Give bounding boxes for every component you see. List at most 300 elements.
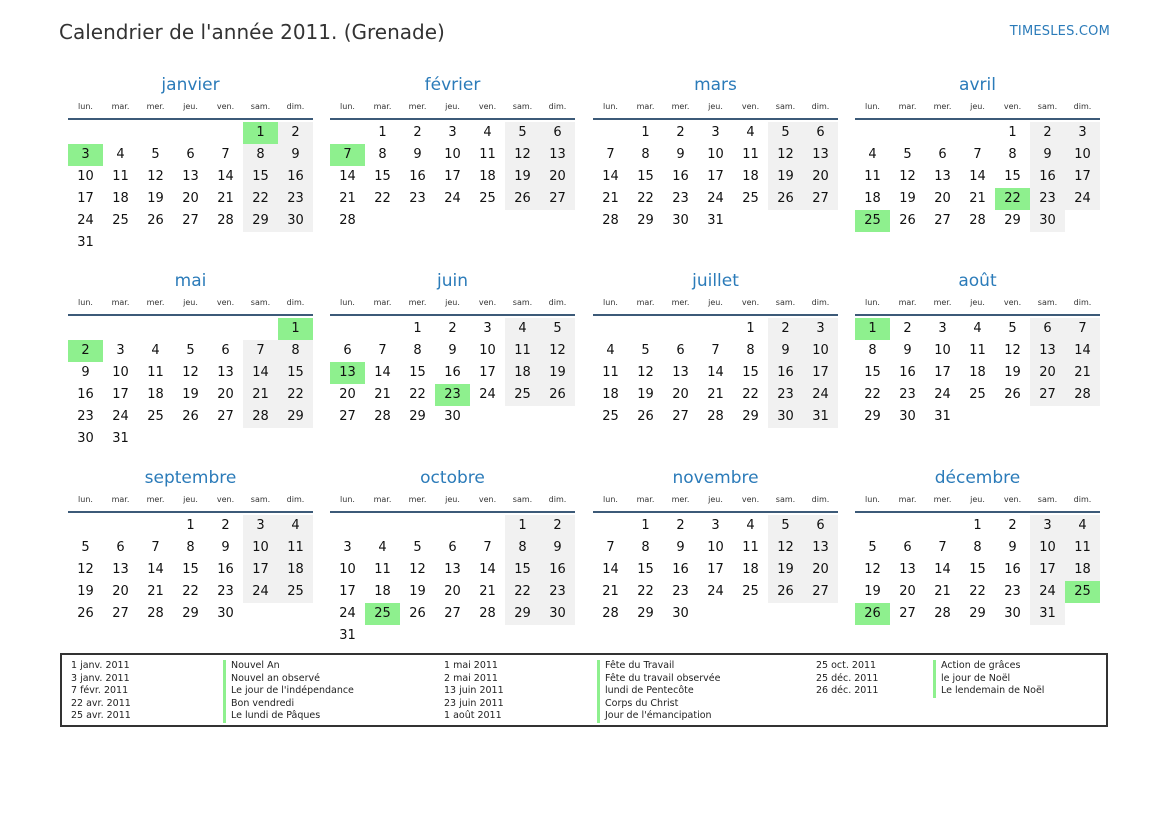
day-cell[interactable]: 22: [243, 188, 278, 210]
day-cell[interactable]: 6: [186, 147, 195, 162]
day-cell[interactable]: 2: [768, 318, 803, 340]
day-cell[interactable]: 18: [505, 362, 540, 384]
day-cell[interactable]: 27: [540, 188, 575, 210]
day-cell[interactable]: 3: [243, 515, 278, 537]
day-cell[interactable]: 19: [768, 166, 803, 188]
day-cell[interactable]: 5: [505, 122, 540, 144]
day-cell[interactable]: 20: [339, 387, 356, 402]
day-cell[interactable]: 13: [934, 169, 951, 184]
day-cell[interactable]: 22: [637, 191, 654, 206]
day-cell[interactable]: 10: [444, 147, 461, 162]
day-cell[interactable]: 24: [707, 191, 724, 206]
day-cell[interactable]: 24: [479, 387, 496, 402]
day-cell[interactable]: 6: [343, 343, 352, 358]
day-cell[interactable]: 5: [768, 122, 803, 144]
day-cell[interactable]: 2: [676, 125, 685, 140]
day-cell[interactable]: 9: [768, 340, 803, 362]
day-cell[interactable]: 3: [803, 318, 838, 340]
day-cell[interactable]: 1: [1008, 125, 1017, 140]
day-cell[interactable]: 2: [540, 515, 575, 537]
holiday-day-cell[interactable]: 25: [1065, 581, 1100, 603]
day-cell[interactable]: 21: [969, 191, 986, 206]
day-cell[interactable]: 23: [672, 584, 689, 599]
day-cell[interactable]: 4: [746, 125, 755, 140]
day-cell[interactable]: 8: [641, 540, 650, 555]
day-cell[interactable]: 18: [112, 191, 129, 206]
day-cell[interactable]: 10: [934, 343, 951, 358]
day-cell[interactable]: 8: [378, 147, 387, 162]
day-cell[interactable]: 20: [444, 584, 461, 599]
day-cell[interactable]: 24: [1030, 581, 1065, 603]
day-cell[interactable]: 23: [1004, 584, 1021, 599]
day-cell[interactable]: 13: [444, 562, 461, 577]
day-cell[interactable]: 20: [934, 191, 951, 206]
day-cell[interactable]: 9: [676, 540, 685, 555]
day-cell[interactable]: 18: [479, 169, 496, 184]
day-cell[interactable]: 5: [186, 343, 195, 358]
day-cell[interactable]: 10: [707, 540, 724, 555]
day-cell[interactable]: 16: [899, 365, 916, 380]
day-cell[interactable]: 29: [505, 603, 540, 625]
day-cell[interactable]: 15: [637, 169, 654, 184]
day-cell[interactable]: 21: [1065, 362, 1100, 384]
day-cell[interactable]: 12: [505, 144, 540, 166]
day-cell[interactable]: 30: [444, 409, 461, 424]
day-cell[interactable]: 10: [1065, 144, 1100, 166]
day-cell[interactable]: 29: [1004, 213, 1021, 228]
day-cell[interactable]: 6: [1030, 318, 1065, 340]
day-cell[interactable]: 24: [339, 606, 356, 621]
day-cell[interactable]: 26: [409, 606, 426, 621]
day-cell[interactable]: 15: [243, 166, 278, 188]
day-cell[interactable]: 27: [899, 606, 916, 621]
day-cell[interactable]: 4: [116, 147, 125, 162]
day-cell[interactable]: 30: [1004, 606, 1021, 621]
day-cell[interactable]: 3: [711, 518, 720, 533]
day-cell[interactable]: 30: [768, 406, 803, 428]
day-cell[interactable]: 9: [81, 365, 90, 380]
day-cell[interactable]: 14: [374, 365, 391, 380]
day-cell[interactable]: 21: [479, 584, 496, 599]
day-cell[interactable]: 16: [444, 365, 461, 380]
day-cell[interactable]: 31: [112, 431, 129, 446]
day-cell[interactable]: 8: [746, 343, 755, 358]
day-cell[interactable]: 31: [707, 213, 724, 228]
day-cell[interactable]: 6: [448, 540, 457, 555]
day-cell[interactable]: 28: [374, 409, 391, 424]
day-cell[interactable]: 8: [973, 540, 982, 555]
day-cell[interactable]: 19: [899, 191, 916, 206]
day-cell[interactable]: 25: [969, 387, 986, 402]
day-cell[interactable]: 20: [1030, 362, 1065, 384]
day-cell[interactable]: 21: [147, 584, 164, 599]
day-cell[interactable]: 17: [339, 584, 356, 599]
day-cell[interactable]: 12: [864, 562, 881, 577]
day-cell[interactable]: 30: [1030, 210, 1065, 232]
day-cell[interactable]: 30: [278, 210, 313, 232]
day-cell[interactable]: 16: [217, 562, 234, 577]
day-cell[interactable]: 22: [278, 384, 313, 406]
day-cell[interactable]: 20: [899, 584, 916, 599]
day-cell[interactable]: 25: [479, 191, 496, 206]
day-cell[interactable]: 26: [1004, 387, 1021, 402]
holiday-day-cell[interactable]: 2: [68, 340, 103, 362]
day-cell[interactable]: 15: [742, 365, 759, 380]
day-cell[interactable]: 25: [742, 191, 759, 206]
day-cell[interactable]: 27: [803, 581, 838, 603]
day-cell[interactable]: 17: [707, 169, 724, 184]
day-cell[interactable]: 16: [409, 169, 426, 184]
day-cell[interactable]: 16: [540, 559, 575, 581]
day-cell[interactable]: 17: [803, 362, 838, 384]
day-cell[interactable]: 27: [672, 409, 689, 424]
day-cell[interactable]: 29: [864, 409, 881, 424]
day-cell[interactable]: 18: [278, 559, 313, 581]
day-cell[interactable]: 5: [768, 515, 803, 537]
day-cell[interactable]: 22: [637, 584, 654, 599]
day-cell[interactable]: 13: [540, 144, 575, 166]
day-cell[interactable]: 18: [602, 387, 619, 402]
day-cell[interactable]: 17: [1065, 166, 1100, 188]
day-cell[interactable]: 15: [637, 562, 654, 577]
day-cell[interactable]: 21: [934, 584, 951, 599]
day-cell[interactable]: 17: [934, 365, 951, 380]
day-cell[interactable]: 22: [409, 387, 426, 402]
day-cell[interactable]: 10: [707, 147, 724, 162]
day-cell[interactable]: 6: [540, 122, 575, 144]
day-cell[interactable]: 1: [973, 518, 982, 533]
day-cell[interactable]: 24: [707, 584, 724, 599]
holiday-day-cell[interactable]: 13: [330, 362, 365, 384]
day-cell[interactable]: 22: [742, 387, 759, 402]
day-cell[interactable]: 18: [742, 562, 759, 577]
day-cell[interactable]: 6: [221, 343, 230, 358]
day-cell[interactable]: 19: [182, 387, 199, 402]
day-cell[interactable]: 3: [711, 125, 720, 140]
day-cell[interactable]: 11: [742, 147, 759, 162]
day-cell[interactable]: 8: [243, 144, 278, 166]
day-cell[interactable]: 29: [409, 409, 426, 424]
day-cell[interactable]: 4: [973, 321, 982, 336]
day-cell[interactable]: 28: [243, 406, 278, 428]
day-cell[interactable]: 11: [505, 340, 540, 362]
day-cell[interactable]: 19: [1004, 365, 1021, 380]
day-cell[interactable]: 4: [483, 125, 492, 140]
day-cell[interactable]: 30: [540, 603, 575, 625]
day-cell[interactable]: 26: [505, 188, 540, 210]
day-cell[interactable]: 10: [112, 365, 129, 380]
day-cell[interactable]: 11: [742, 540, 759, 555]
day-cell[interactable]: 9: [413, 147, 422, 162]
day-cell[interactable]: 16: [672, 169, 689, 184]
day-cell[interactable]: 4: [606, 343, 615, 358]
day-cell[interactable]: 8: [186, 540, 195, 555]
day-cell[interactable]: 8: [641, 147, 650, 162]
day-cell[interactable]: 7: [711, 343, 720, 358]
day-cell[interactable]: 31: [803, 406, 838, 428]
day-cell[interactable]: 24: [934, 387, 951, 402]
day-cell[interactable]: 24: [803, 384, 838, 406]
day-cell[interactable]: 3: [1030, 515, 1065, 537]
day-cell[interactable]: 3: [343, 540, 352, 555]
day-cell[interactable]: 18: [147, 387, 164, 402]
day-cell[interactable]: 21: [707, 387, 724, 402]
day-cell[interactable]: 30: [899, 409, 916, 424]
day-cell[interactable]: 28: [602, 606, 619, 621]
holiday-day-cell[interactable]: 7: [330, 144, 365, 166]
day-cell[interactable]: 14: [602, 169, 619, 184]
day-cell[interactable]: 20: [803, 559, 838, 581]
day-cell[interactable]: 23: [409, 191, 426, 206]
day-cell[interactable]: 2: [278, 122, 313, 144]
day-cell[interactable]: 3: [938, 321, 947, 336]
day-cell[interactable]: 28: [707, 409, 724, 424]
day-cell[interactable]: 18: [864, 191, 881, 206]
holiday-day-cell[interactable]: 26: [855, 603, 890, 625]
day-cell[interactable]: 29: [278, 406, 313, 428]
day-cell[interactable]: 29: [969, 606, 986, 621]
day-cell[interactable]: 27: [182, 213, 199, 228]
day-cell[interactable]: 14: [217, 169, 234, 184]
day-cell[interactable]: 14: [707, 365, 724, 380]
day-cell[interactable]: 24: [444, 191, 461, 206]
day-cell[interactable]: 10: [1030, 537, 1065, 559]
day-cell[interactable]: 4: [1065, 515, 1100, 537]
day-cell[interactable]: 18: [374, 584, 391, 599]
day-cell[interactable]: 8: [1008, 147, 1017, 162]
day-cell[interactable]: 10: [479, 343, 496, 358]
day-cell[interactable]: 25: [742, 584, 759, 599]
day-cell[interactable]: 9: [676, 147, 685, 162]
brand-link[interactable]: TIMESLES.COM: [1009, 24, 1110, 39]
day-cell[interactable]: 13: [1030, 340, 1065, 362]
day-cell[interactable]: 14: [1065, 340, 1100, 362]
day-cell[interactable]: 4: [746, 518, 755, 533]
day-cell[interactable]: 16: [1030, 166, 1065, 188]
day-cell[interactable]: 12: [899, 169, 916, 184]
day-cell[interactable]: 3: [116, 343, 125, 358]
day-cell[interactable]: 26: [768, 188, 803, 210]
day-cell[interactable]: 13: [217, 365, 234, 380]
day-cell[interactable]: 10: [339, 562, 356, 577]
day-cell[interactable]: 25: [112, 213, 129, 228]
day-cell[interactable]: 7: [221, 147, 230, 162]
holiday-day-cell[interactable]: 23: [435, 384, 470, 406]
holiday-day-cell[interactable]: 25: [365, 603, 400, 625]
day-cell[interactable]: 9: [278, 144, 313, 166]
day-cell[interactable]: 16: [278, 166, 313, 188]
day-cell[interactable]: 1: [505, 515, 540, 537]
day-cell[interactable]: 14: [969, 169, 986, 184]
day-cell[interactable]: 27: [1030, 384, 1065, 406]
day-cell[interactable]: 14: [602, 562, 619, 577]
day-cell[interactable]: 2: [903, 321, 912, 336]
day-cell[interactable]: 5: [641, 343, 650, 358]
day-cell[interactable]: 11: [479, 147, 496, 162]
day-cell[interactable]: 21: [602, 191, 619, 206]
day-cell[interactable]: 9: [1008, 540, 1017, 555]
day-cell[interactable]: 14: [147, 562, 164, 577]
day-cell[interactable]: 28: [339, 213, 356, 228]
day-cell[interactable]: 2: [448, 321, 457, 336]
day-cell[interactable]: 18: [742, 169, 759, 184]
day-cell[interactable]: 15: [409, 365, 426, 380]
day-cell[interactable]: 6: [938, 147, 947, 162]
day-cell[interactable]: 6: [116, 540, 125, 555]
day-cell[interactable]: 10: [803, 340, 838, 362]
day-cell[interactable]: 10: [243, 537, 278, 559]
day-cell[interactable]: 2: [413, 125, 422, 140]
day-cell[interactable]: 22: [505, 581, 540, 603]
day-cell[interactable]: 22: [864, 387, 881, 402]
day-cell[interactable]: 25: [147, 409, 164, 424]
day-cell[interactable]: 15: [278, 362, 313, 384]
day-cell[interactable]: 15: [1004, 169, 1021, 184]
day-cell[interactable]: 12: [147, 169, 164, 184]
day-cell[interactable]: 19: [864, 584, 881, 599]
day-cell[interactable]: 31: [934, 409, 951, 424]
day-cell[interactable]: 19: [147, 191, 164, 206]
day-cell[interactable]: 17: [243, 559, 278, 581]
day-cell[interactable]: 3: [1065, 122, 1100, 144]
day-cell[interactable]: 23: [899, 387, 916, 402]
day-cell[interactable]: 11: [602, 365, 619, 380]
day-cell[interactable]: 28: [147, 606, 164, 621]
day-cell[interactable]: 31: [339, 628, 356, 643]
day-cell[interactable]: 23: [217, 584, 234, 599]
day-cell[interactable]: 17: [77, 191, 94, 206]
day-cell[interactable]: 9: [540, 537, 575, 559]
day-cell[interactable]: 14: [243, 362, 278, 384]
day-cell[interactable]: 9: [903, 343, 912, 358]
day-cell[interactable]: 23: [1030, 188, 1065, 210]
day-cell[interactable]: 17: [479, 365, 496, 380]
holiday-day-cell[interactable]: 1: [855, 318, 890, 340]
day-cell[interactable]: 26: [77, 606, 94, 621]
day-cell[interactable]: 15: [182, 562, 199, 577]
day-cell[interactable]: 27: [339, 409, 356, 424]
day-cell[interactable]: 26: [637, 409, 654, 424]
day-cell[interactable]: 7: [483, 540, 492, 555]
day-cell[interactable]: 7: [243, 340, 278, 362]
day-cell[interactable]: 5: [1008, 321, 1017, 336]
day-cell[interactable]: 8: [868, 343, 877, 358]
day-cell[interactable]: 15: [374, 169, 391, 184]
day-cell[interactable]: 30: [217, 606, 234, 621]
day-cell[interactable]: 24: [112, 409, 129, 424]
day-cell[interactable]: 7: [606, 540, 615, 555]
holiday-day-cell[interactable]: 25: [855, 210, 890, 232]
day-cell[interactable]: 27: [803, 188, 838, 210]
day-cell[interactable]: 12: [768, 144, 803, 166]
day-cell[interactable]: 29: [742, 409, 759, 424]
day-cell[interactable]: 12: [77, 562, 94, 577]
day-cell[interactable]: 11: [278, 537, 313, 559]
day-cell[interactable]: 9: [221, 540, 230, 555]
day-cell[interactable]: 12: [637, 365, 654, 380]
day-cell[interactable]: 1: [186, 518, 195, 533]
day-cell[interactable]: 13: [112, 562, 129, 577]
day-cell[interactable]: 9: [448, 343, 457, 358]
day-cell[interactable]: 5: [540, 318, 575, 340]
day-cell[interactable]: 21: [602, 584, 619, 599]
day-cell[interactable]: 4: [868, 147, 877, 162]
day-cell[interactable]: 1: [413, 321, 422, 336]
day-cell[interactable]: 2: [1030, 122, 1065, 144]
day-cell[interactable]: 7: [1065, 318, 1100, 340]
day-cell[interactable]: 12: [182, 365, 199, 380]
day-cell[interactable]: 25: [602, 409, 619, 424]
day-cell[interactable]: 3: [483, 321, 492, 336]
day-cell[interactable]: 26: [540, 384, 575, 406]
day-cell[interactable]: 22: [182, 584, 199, 599]
day-cell[interactable]: 26: [899, 213, 916, 228]
day-cell[interactable]: 12: [1004, 343, 1021, 358]
day-cell[interactable]: 31: [1030, 603, 1065, 625]
day-cell[interactable]: 12: [540, 340, 575, 362]
day-cell[interactable]: 11: [969, 343, 986, 358]
day-cell[interactable]: 23: [768, 384, 803, 406]
day-cell[interactable]: 22: [374, 191, 391, 206]
day-cell[interactable]: 17: [1030, 559, 1065, 581]
day-cell[interactable]: 5: [81, 540, 90, 555]
day-cell[interactable]: 13: [672, 365, 689, 380]
holiday-day-cell[interactable]: 1: [278, 318, 313, 340]
day-cell[interactable]: 29: [637, 213, 654, 228]
day-cell[interactable]: 4: [278, 515, 313, 537]
day-cell[interactable]: 11: [864, 169, 881, 184]
day-cell[interactable]: 29: [637, 606, 654, 621]
day-cell[interactable]: 16: [672, 562, 689, 577]
day-cell[interactable]: 1: [378, 125, 387, 140]
day-cell[interactable]: 27: [444, 606, 461, 621]
day-cell[interactable]: 7: [151, 540, 160, 555]
day-cell[interactable]: 23: [77, 409, 94, 424]
day-cell[interactable]: 21: [374, 387, 391, 402]
day-cell[interactable]: 2: [1008, 518, 1017, 533]
day-cell[interactable]: 8: [278, 340, 313, 362]
day-cell[interactable]: 28: [934, 606, 951, 621]
day-cell[interactable]: 22: [969, 584, 986, 599]
day-cell[interactable]: 25: [278, 581, 313, 603]
day-cell[interactable]: 17: [444, 169, 461, 184]
day-cell[interactable]: 19: [637, 387, 654, 402]
day-cell[interactable]: 11: [147, 365, 164, 380]
day-cell[interactable]: 12: [768, 537, 803, 559]
day-cell[interactable]: 19: [540, 362, 575, 384]
day-cell[interactable]: 23: [278, 188, 313, 210]
day-cell[interactable]: 12: [409, 562, 426, 577]
day-cell[interactable]: 16: [1004, 562, 1021, 577]
day-cell[interactable]: 24: [243, 581, 278, 603]
day-cell[interactable]: 17: [112, 387, 129, 402]
day-cell[interactable]: 6: [803, 122, 838, 144]
day-cell[interactable]: 18: [1065, 559, 1100, 581]
day-cell[interactable]: 3: [448, 125, 457, 140]
day-cell[interactable]: 26: [768, 581, 803, 603]
day-cell[interactable]: 15: [864, 365, 881, 380]
day-cell[interactable]: 2: [676, 518, 685, 533]
day-cell[interactable]: 8: [413, 343, 422, 358]
day-cell[interactable]: 29: [243, 210, 278, 232]
day-cell[interactable]: 7: [378, 343, 387, 358]
holiday-day-cell[interactable]: 22: [995, 188, 1030, 210]
day-cell[interactable]: 13: [803, 144, 838, 166]
day-cell[interactable]: 5: [868, 540, 877, 555]
day-cell[interactable]: 14: [934, 562, 951, 577]
day-cell[interactable]: 19: [505, 166, 540, 188]
day-cell[interactable]: 28: [602, 213, 619, 228]
